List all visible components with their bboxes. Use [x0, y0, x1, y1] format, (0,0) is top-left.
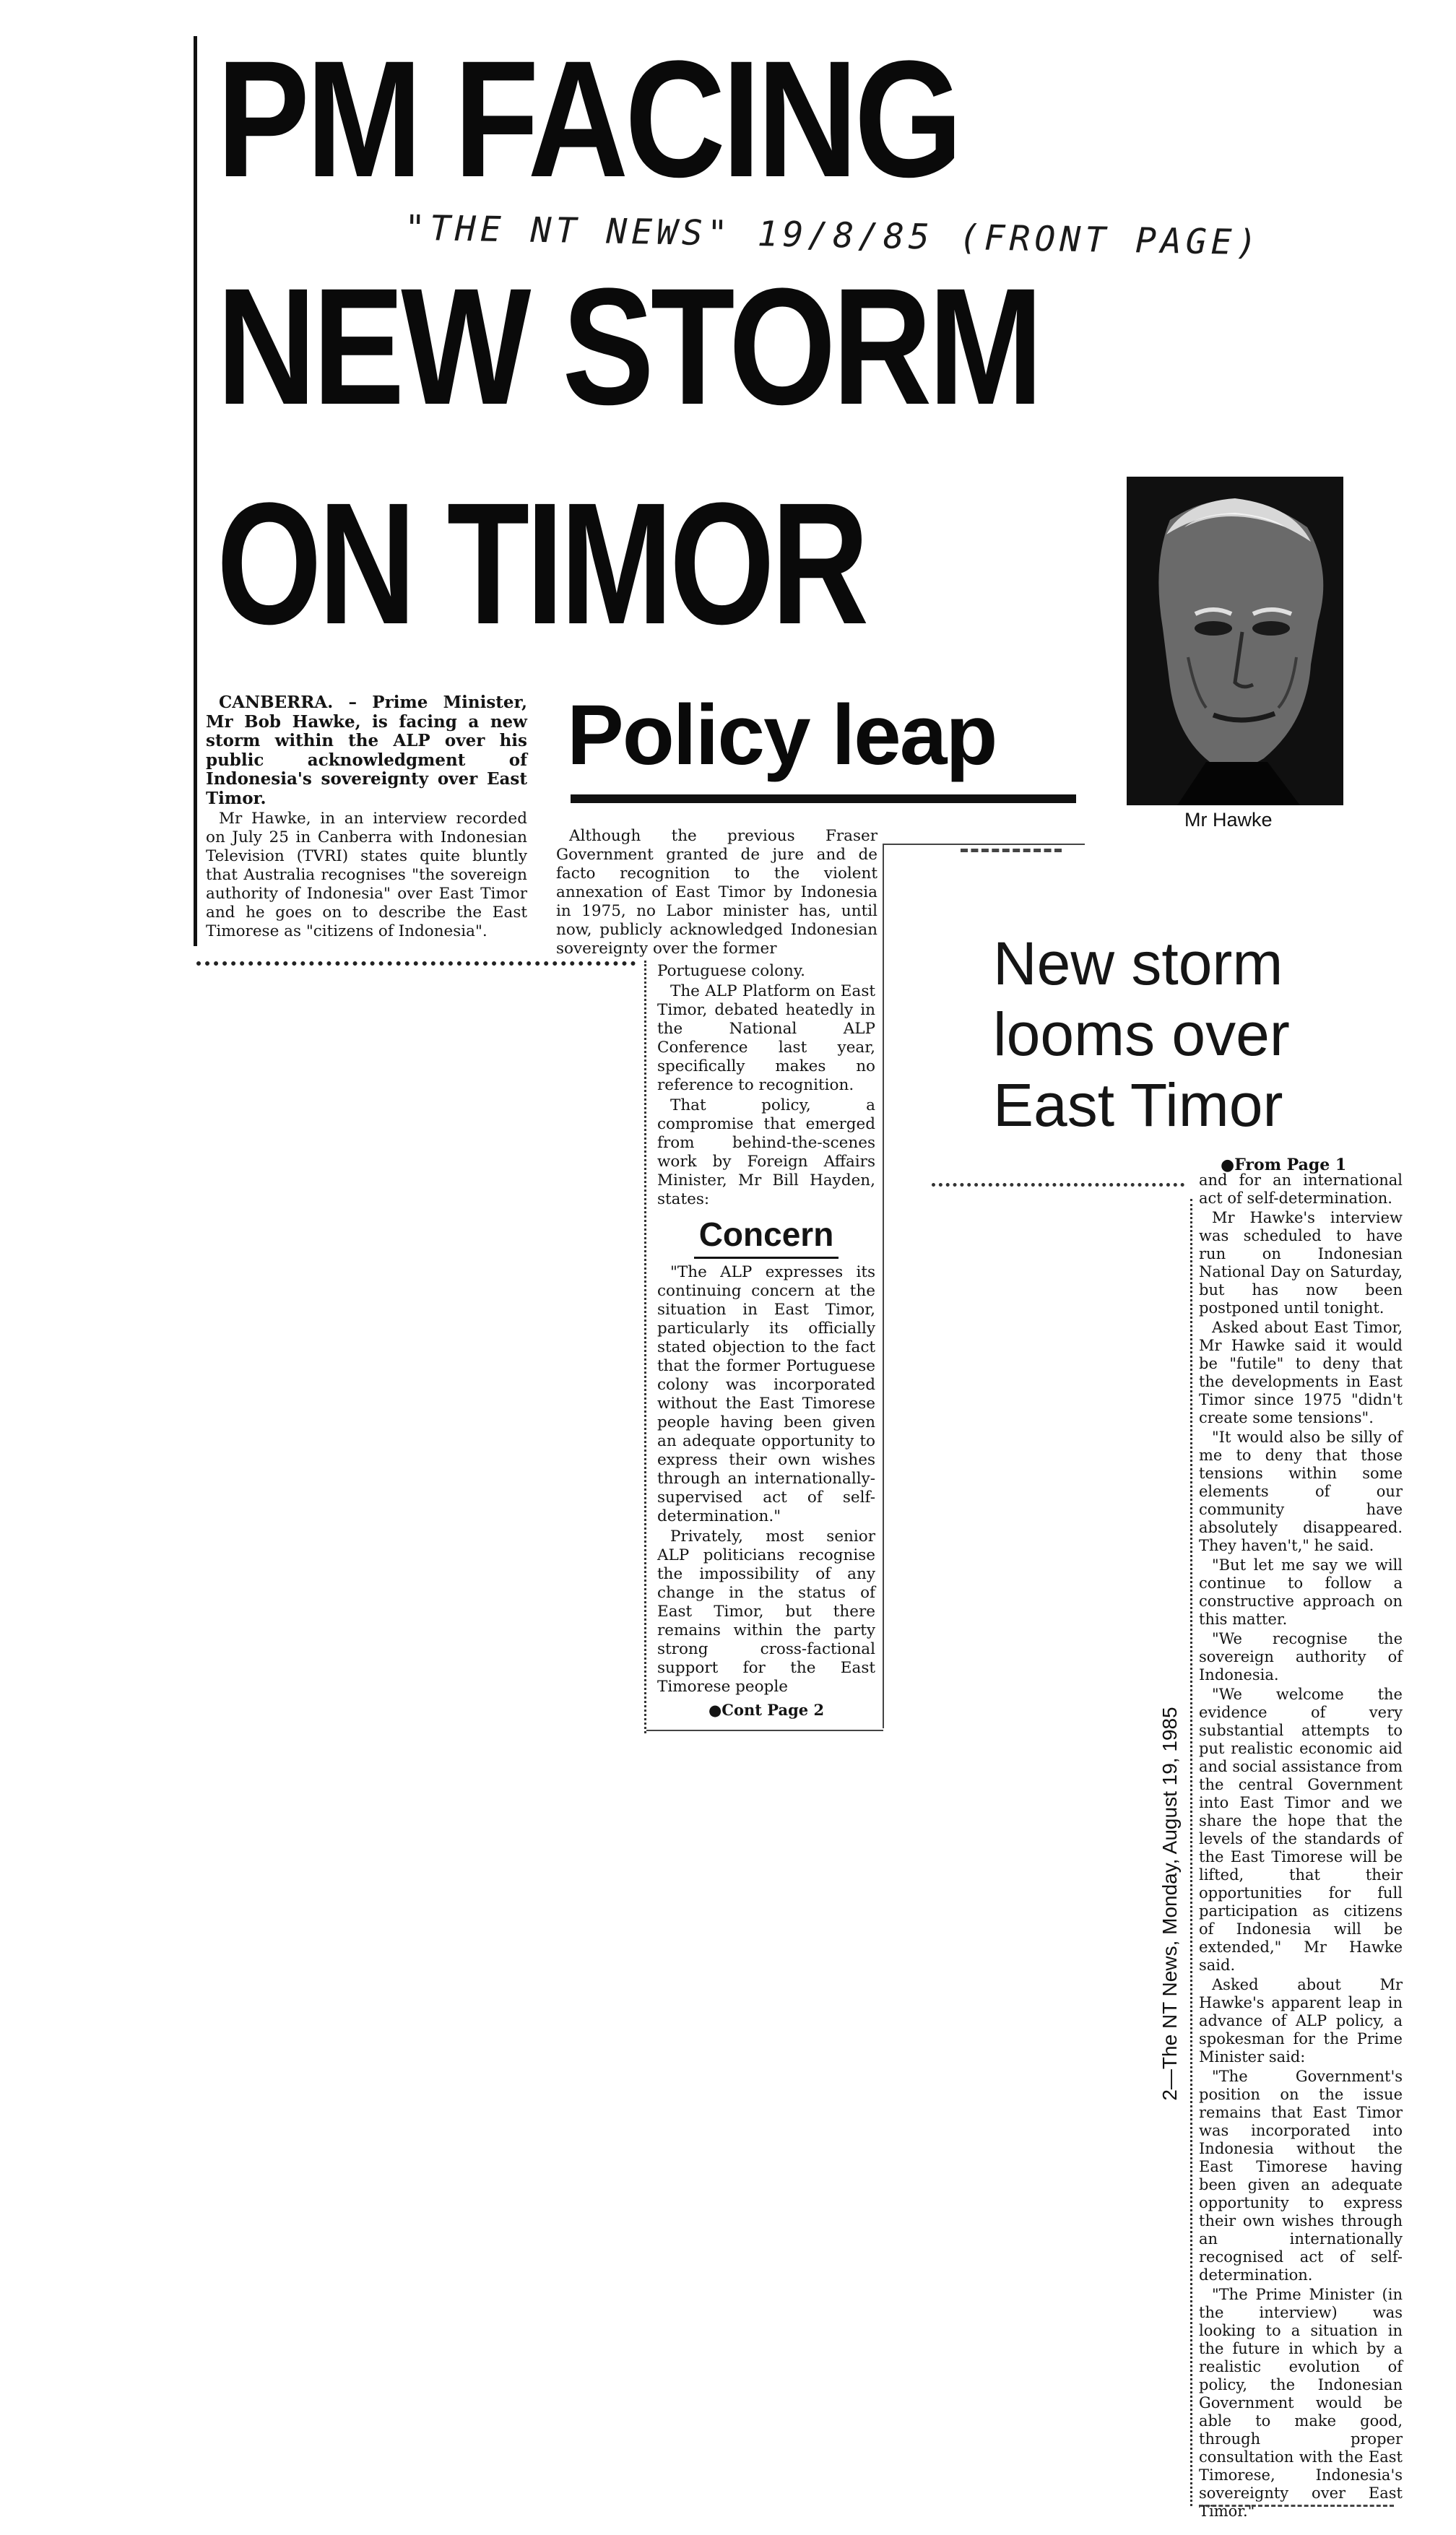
from-page-marker: ●From Page 1: [1221, 1156, 1347, 1174]
clipping-left-rule: [194, 36, 197, 946]
col-b-paragraph-2: Privately, most senior ALP politicians recognise the impossibility of any change in the status of East Timor, but there remains within the party strong cross-factional support for the East Timorese people: [657, 1528, 875, 1696]
page2-paragraph-1: and for an international act of self-determination.: [1199, 1171, 1403, 1207]
subhead-rule: [571, 794, 1076, 803]
handwritten-annotation: "THE NT NEWS" 19/8/85 (FRONT PAGE): [404, 207, 1262, 264]
page2-wavy-rule: [932, 1183, 1184, 1187]
concern-underline: [694, 1257, 838, 1259]
page2-bottom-rule: [1199, 2505, 1394, 2507]
page2-column: [1199, 1171, 1403, 2522]
headline-line-3: ON TIMOR: [217, 467, 866, 660]
col-a-paragraph-3: That policy, a compromise that emerged from behind-the-scenes work by Foreign Affairs Minister, Mr Bill Hayden, states:: [657, 1096, 875, 1208]
subhead-policy-leap: Policy leap: [567, 688, 997, 783]
middle-column-top: [556, 827, 878, 960]
middle-paragraph: Although the previous Fraser Government granted de jure and de facto recognition to the violent annexation of East Timor by Indonesia in 1975, no Labor minister has, until now, publicly acknowledged Indonesian sovereignty over the former: [556, 827, 878, 958]
column-frame-right: [883, 844, 884, 1728]
hawke-photo: [1127, 477, 1343, 805]
lead-column: [206, 693, 527, 942]
page2-paragraph-4: "It would also be silly of me to deny that those tensions within some elements of our community have absolutely disappeared. They haven't," he said.: [1199, 1429, 1403, 1554]
column-frame-top: [883, 844, 1085, 845]
page2-paragraph-8: Asked about Mr Hawke's apparent leap in advance of ALP policy, a spokesman for the Prime Minister said:: [1199, 1976, 1403, 2066]
dotted-separator-vertical: [644, 961, 646, 1733]
headline-line-2: NEW STORM: [217, 254, 1040, 439]
dotted-separator-main: [196, 961, 636, 966]
page2-paragraph-10: "The Prime Minister (in the interview) was looking to a situation in the future in which by a realistic evolution of policy, the Indonesian Government would be able to make good, through proper consultation with the East Timorese, Indonesia's sovereignty over East Timor.": [1199, 2286, 1403, 2520]
page2-title-line-1: New storm: [993, 930, 1283, 997]
page2-title-line-2: looms over: [993, 1000, 1290, 1068]
page2-title: [993, 928, 1398, 1140]
page2-paragraph-7: "We welcome the evidence of very substantial attempts to put realistic economic aid and social assistance from the central Government into East Timor and we share the hope that the levels of the standards of the East Timorese will be lifted, that their opportunities for full participation as citizens of Indonesia will be extended," Mr Hawke said.: [1199, 1686, 1403, 1974]
col-a-paragraph-1: Portuguese colony.: [657, 962, 806, 980]
lead-bold-paragraph: CANBERRA. – Prime Minister, Mr Bob Hawke, is facing a new storm within the ALP over his public acknowledgment of Indonesia's sovereignty over East Timor.: [206, 693, 527, 808]
page2-paragraph-5: "But let me say we will continue to follow a constructive approach on this matter.: [1199, 1556, 1403, 1628]
concern-crosshead: Concern: [698, 1216, 834, 1253]
col-a-paragraph-2: The ALP Platform on East Timor, debated heatedly in the National ALP Conference last year, specifically makes no reference to recognition.: [657, 982, 875, 1094]
col-b-paragraph-1: "The ALP expresses its continuing concern at the situation in East Timor, particularly its officially stated objection to the fact that the former Portuguese colony was incorporated without the East Timorese people having been given an adequate opportunity to express their own wishes through an internationally-supervised act of self-determination.": [657, 1263, 875, 1525]
portrait-illustration: [1127, 477, 1343, 805]
page2-column-rule: [1190, 1199, 1192, 2506]
continued-column: [657, 962, 875, 1720]
page2-top-dashes: [961, 849, 1062, 852]
page2-paragraph-6: "We recognise the sovereign authority of Indonesia.: [1199, 1630, 1403, 1684]
page2-paragraph-3: Asked about East Timor, Mr Hawke said it would be "futile" to deny that the developments in East Timor since 1975 "didn't create some tensions".: [1199, 1319, 1403, 1426]
lead-paragraph: Mr Hawke, in an interview recorded on July 25 in Canberra with Indonesian Television (TVRI) states quite bluntly that Australia recognises "the sovereign authority of Indonesia" over East Timor and he goes on to describe the East Timorese as "citizens of Indonesia".: [206, 810, 527, 940]
page2-paragraph-2: Mr Hawke's interview was scheduled to have run on Indonesian National Day on Saturday, but has now been postponed until tonight.: [1199, 1209, 1403, 1317]
page2-folio: 2—The NT News, Monday, August 19, 1985: [1158, 1707, 1181, 2101]
page2-paragraph-9: "The Government's position on the issue remains that East Timor was incorporated into Indonesia without the East Timorese having been given an adequate opportunity to express their own wishes through an internationally recognised act of self-determination.: [1199, 2068, 1403, 2284]
headline-line-1: PM FACING: [217, 26, 960, 212]
photo-caption: Mr Hawke: [1184, 809, 1273, 831]
column-frame-bottom: [646, 1730, 883, 1731]
continued-page-marker: ●Cont Page 2: [708, 1701, 825, 1719]
page2-title-line-3: East Timor: [993, 1071, 1283, 1139]
